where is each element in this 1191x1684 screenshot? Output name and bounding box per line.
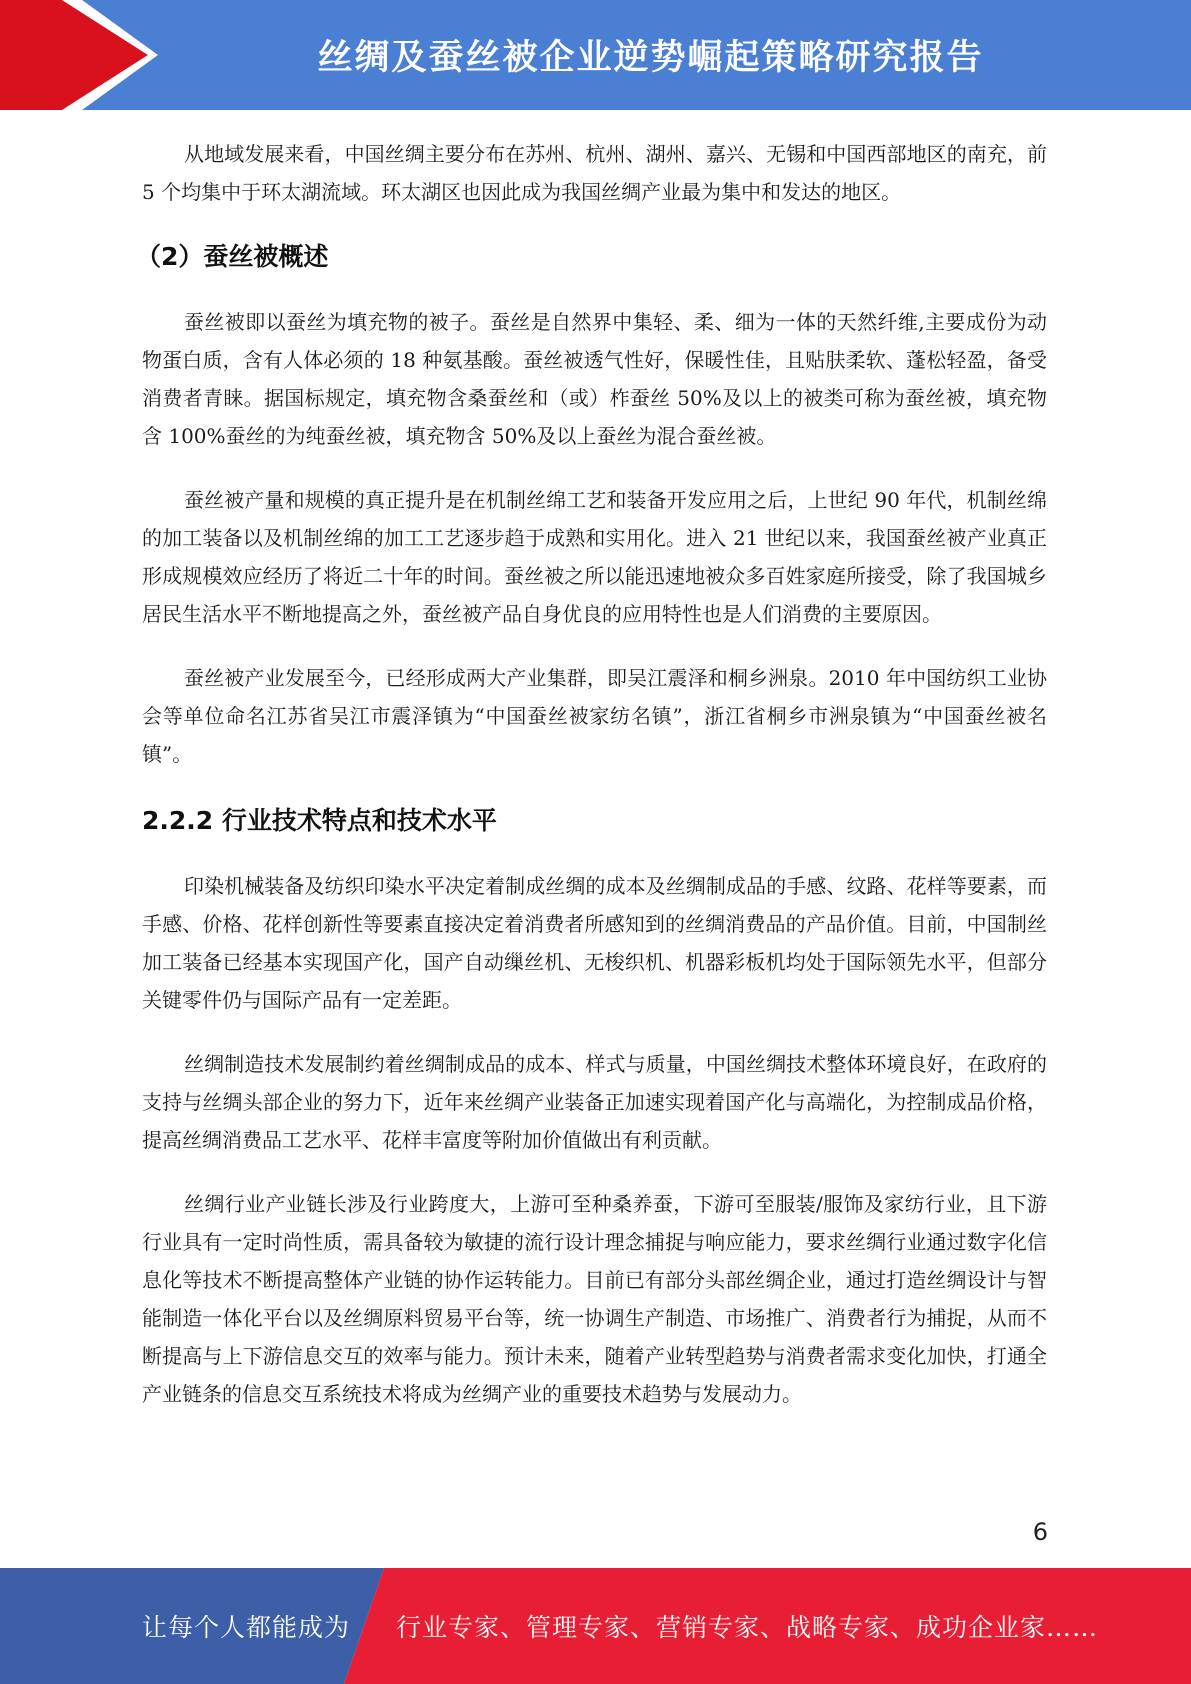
footer-slogan-left: 让每个人都能成为 [142, 1613, 351, 1642]
paragraph-industry-chain: 丝绸行业产业链长涉及行业跨度大，上游可至种桑养蚕，下游可至服装/服饰及家纺行业，且下游行业具有一定时尚性质，需具备较为敏捷的流行设计理念捕捉与响应能力，要求丝绸行业通过数字化信息化等技术不断提高整体产业链的协作运转能力。目前已有部分头部丝绸企业，通过打造丝绸设计与智能制造一体化平台以及丝绸原料贸易平台等，统一协调生产制造、市场推广、消费者行为捕捉，从而不断提高与上下游信息交互的效率与能力。预计未来，随着产业转型趋势与消费者需求变化加快，打通全产业链条的信息交互系统技术将成为丝绸产业的重要技术趋势与发展动力。 [142, 1192, 1047, 1406]
section-heading-tech: 2.2.2 行业技术特点和技术水平 [142, 806, 497, 835]
paragraph-silk-quilt-definition: 蚕丝被即以蚕丝为填充物的被子。蚕丝是自然界中集轻、柔、细为一体的天然纤维,主要成份为动物蛋白质，含有人体必须的 18 种氨基酸。蚕丝被透气性好，保暖性佳，且贴肤柔软、蓬松轻盈，备受消费者青睐。据国标规定，填充物含桑蚕丝和（或）柞蚕丝 50%及以上的被类可称为蚕丝被，填充物含 100%蚕丝的为纯蚕丝被，填充物含 50%及以上蚕丝为混合蚕丝被。 [142, 310, 1047, 448]
footer-slogan-right: 行业专家、管理专家、营销专家、战略专家、成功企业家…… [396, 1613, 1099, 1642]
paragraph-industry-clusters: 蚕丝被产业发展至今，已经形成两大产业集群，即吴江震泽和桐乡洲泉。2010 年中国纺织工业协会等单位命名江苏省吴江市震泽镇为“中国蚕丝被家纺名镇”，浙江省桐乡市洲泉镇为“中国蚕丝被名镇”。 [142, 666, 1047, 766]
paragraph-printing-equipment: 印染机械装备及纺织印染水平决定着制成丝绸的成本及丝绸制成品的手感、纹路、花样等要素，而手感、价格、花样创新性等要素直接决定着消费者所感知到的丝绸消费品的产品价值。目前，中国制丝加工装备已经基本实现国产化，国产自动缫丝机、无梭织机、机器彩板机均处于国际领先水平，但部分关键零件仍与国际产品有一定差距。 [142, 874, 1047, 1012]
page-content [136, 135, 1047, 1413]
page-header [0, 0, 1191, 110]
page-footer [0, 1568, 1191, 1684]
paragraph-manufacturing-tech: 丝绸制造技术发展制约着丝绸制成品的成本、样式与质量，中国丝绸技术整体环境良好，在政府的支持与丝绸头部企业的努力下，近年来丝绸产业装备正加速实现着国产化与高端化，为控制成品价格，提高丝绸消费品工艺水平、花样丰富度等附加价值做出有利贡献。 [142, 1052, 1047, 1152]
page-number: 6 [1032, 1518, 1048, 1546]
subheading-silk-quilt-overview: （2）蚕丝被概述 [136, 242, 329, 271]
header-title: 丝绸及蚕丝被企业逆势崛起策略研究报告 [317, 38, 984, 78]
paragraph-region-distribution: 从地域发展来看，中国丝绸主要分布在苏州、杭州、湖州、嘉兴、无锡和中国西部地区的南充，前 5 个均集中于环太湖流域。环太湖区也因此成为我国丝绸产业最为集中和发达的地区。 [142, 142, 1047, 204]
paragraph-silk-quilt-development: 蚕丝被产量和规模的真正提升是在机制丝绵工艺和装备开发应用之后，上世纪 90 年代，机制丝绵的加工装备以及机制丝绵的加工工艺逐步趋于成熟和实用化。进入 21 世纪以来，我国蚕丝被产业真正形成规模效应经历了将近二十年的时间。蚕丝被之所以能迅速地被众多百姓家庭所接受，除了我国城乡居民生活水平不断地提高之外，蚕丝被产品自身优良的应用特性也是人们消费的主要原因。 [142, 488, 1047, 626]
